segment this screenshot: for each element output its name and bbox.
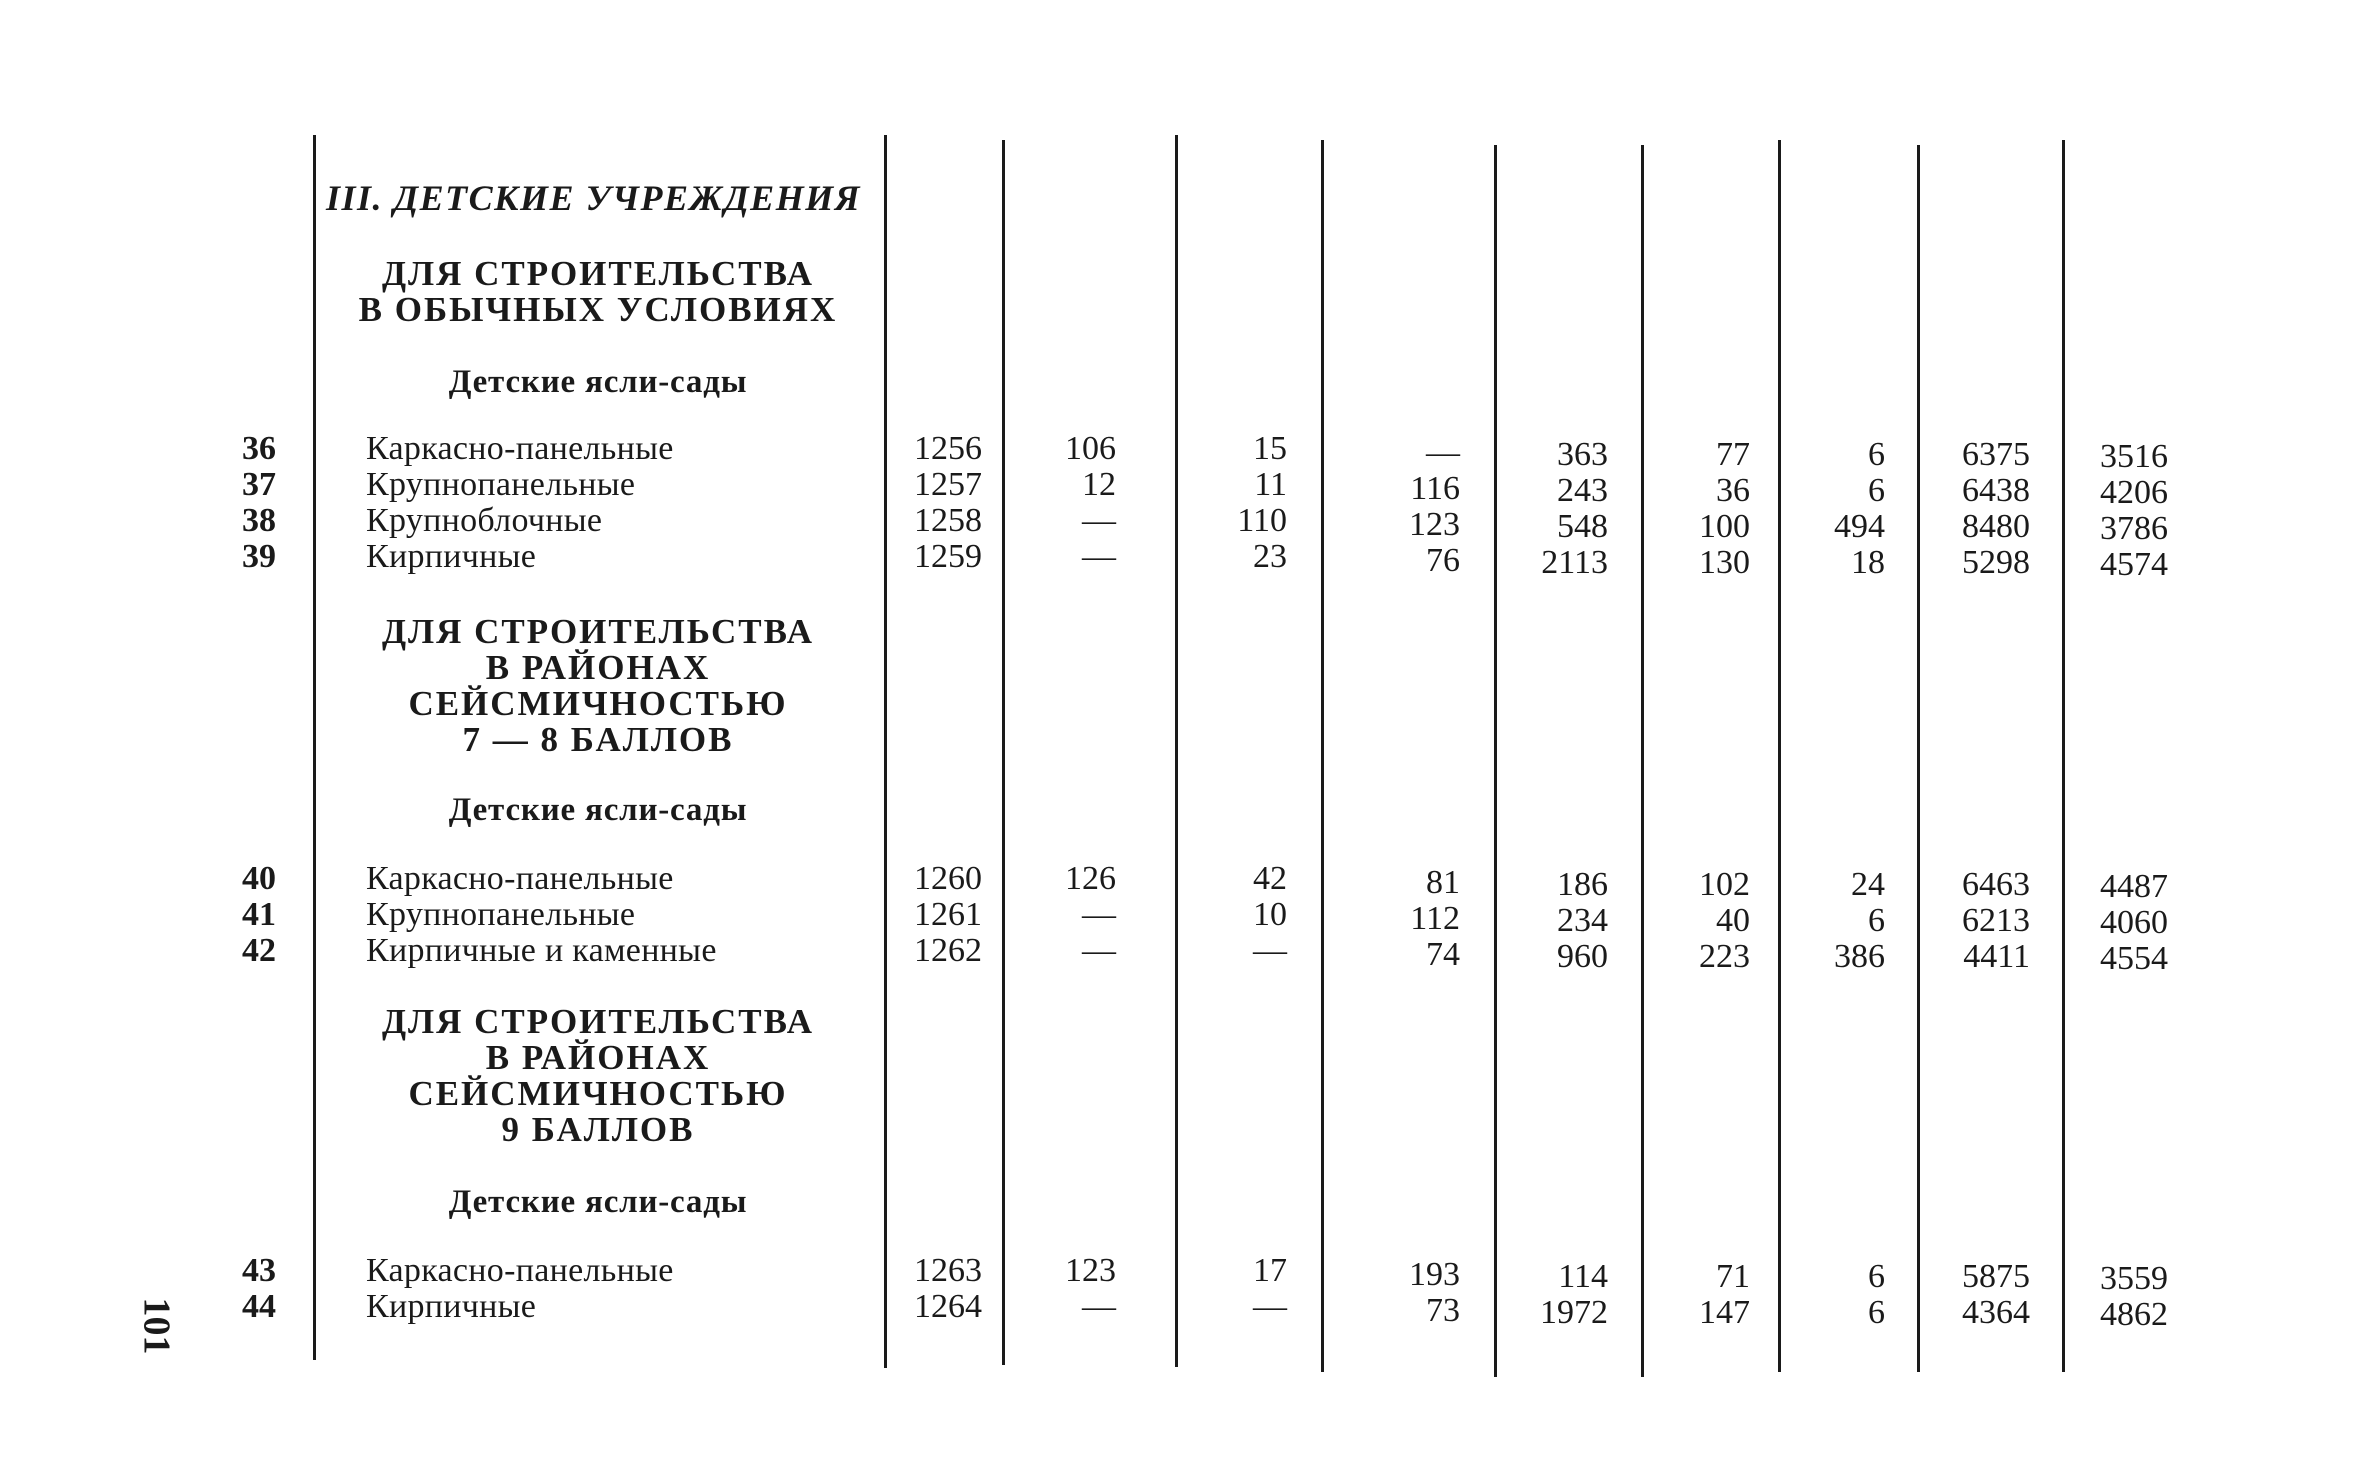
row-name: Кирпичные [366, 1288, 537, 1325]
table-cell: 42 [1253, 860, 1287, 897]
table-cell: 23 [1253, 538, 1287, 575]
table-cell: 126 [1065, 860, 1116, 897]
section-subheading: Детские ясли-сады [448, 792, 748, 828]
table-cell: 3786 [2100, 510, 2168, 547]
table-cell: 76 [1426, 542, 1460, 579]
table-cell: — [1082, 502, 1116, 539]
table-cell: 193 [1409, 1256, 1460, 1293]
table-cell: 234 [1557, 902, 1608, 939]
table-cell: 110 [1237, 502, 1287, 539]
column-rule [1778, 140, 1781, 1372]
table-cell: 100 [1699, 508, 1750, 545]
table-cell: — [1426, 434, 1460, 471]
table-cell: 1256 [914, 430, 982, 467]
section-heading-line: ДЛЯ СТРОИТЕЛЬСТВА [381, 612, 815, 651]
table-cell: 4574 [2100, 546, 2168, 583]
table-cell: 130 [1699, 544, 1750, 581]
table-cell: — [1082, 1288, 1116, 1325]
row-number: 38 [242, 502, 276, 539]
table-cell: — [1253, 932, 1287, 969]
column-rule [1494, 145, 1497, 1377]
table-cell: 1262 [914, 932, 982, 969]
table-cell: 74 [1426, 936, 1460, 973]
table-cell: 1260 [914, 860, 982, 897]
table-cell: 106 [1065, 430, 1116, 467]
table-cell: 186 [1557, 866, 1608, 903]
table-cell: 102 [1699, 866, 1750, 903]
section-heading-line: В РАЙОНАХ [485, 648, 711, 687]
table-cell: 116 [1410, 470, 1460, 507]
column-rule [1641, 145, 1644, 1377]
section-heading-line: ДЛЯ СТРОИТЕЛЬСТВА [381, 1002, 815, 1041]
table-cell: 960 [1557, 938, 1608, 975]
row-name: Каркасно-панельные [366, 430, 674, 467]
table-cell: 6 [1868, 1258, 1885, 1295]
table-cell: 6375 [1962, 436, 2030, 473]
row-name: Каркасно-панельные [366, 860, 674, 897]
table-cell: 1264 [914, 1288, 982, 1325]
column-rule [1321, 140, 1324, 1372]
table-cell: 147 [1699, 1294, 1750, 1331]
table-cell: 386 [1834, 938, 1885, 975]
section-heading-line: СЕЙСМИЧНОСТЬЮ [408, 684, 788, 723]
table-cell: 1972 [1540, 1294, 1608, 1331]
table-cell: 5875 [1962, 1258, 2030, 1295]
table-cell: 223 [1699, 938, 1750, 975]
row-number: 41 [242, 896, 276, 933]
table-cell: 18 [1851, 544, 1885, 581]
table-cell: 123 [1065, 1252, 1116, 1289]
table-cell: 4554 [2100, 940, 2168, 977]
row-name: Кирпичные и каменные [366, 932, 717, 969]
table-cell: 73 [1426, 1292, 1460, 1329]
section-heading-line: ДЛЯ СТРОИТЕЛЬСТВА [381, 254, 815, 293]
row-number: 43 [242, 1252, 276, 1289]
table-cell: 1257 [914, 466, 982, 503]
section-heading-line: В ОБЫЧНЫХ УСЛОВИЯХ [358, 290, 838, 329]
table-cell: 548 [1557, 508, 1608, 545]
column-rule [1175, 135, 1178, 1367]
section-heading-line: 9 БАЛЛОВ [501, 1110, 695, 1149]
row-number: 44 [242, 1288, 276, 1325]
table-cell: 6438 [1962, 472, 2030, 509]
row-name: Каркасно-панельные [366, 1252, 674, 1289]
table-cell: 12 [1082, 466, 1116, 503]
table-cell: — [1253, 1288, 1287, 1325]
table-cell: 8480 [1962, 508, 2030, 545]
table-cell: 77 [1716, 436, 1750, 473]
table-cell: 1259 [914, 538, 982, 575]
table-cell: 363 [1557, 436, 1608, 473]
row-name: Крупнопанельные [366, 896, 636, 933]
section-heading-line: В РАЙОНАХ [485, 1038, 711, 1077]
table-cell: 112 [1410, 900, 1460, 937]
table-cell: 81 [1426, 864, 1460, 901]
table-cell: 1263 [914, 1252, 982, 1289]
table-cell: 6463 [1962, 866, 2030, 903]
table-cell: 243 [1557, 472, 1608, 509]
table-cell: — [1082, 932, 1116, 969]
column-rule [1002, 140, 1005, 1365]
table-cell: 1258 [914, 502, 982, 539]
row-name: Кирпичные [366, 538, 537, 575]
row-number: 37 [242, 466, 276, 503]
table-cell: 114 [1558, 1258, 1608, 1295]
column-rule [884, 135, 887, 1368]
table-cell: 6 [1868, 472, 1885, 509]
row-name: Крупноблочные [366, 502, 603, 539]
table-cell: 2113 [1541, 544, 1608, 581]
table-cell: 4862 [2100, 1296, 2168, 1333]
table-cell: 71 [1716, 1258, 1750, 1295]
table-cell: 494 [1834, 508, 1885, 545]
table-cell: 5298 [1962, 544, 2030, 581]
table-cell: 6 [1868, 1294, 1885, 1331]
column-rule [313, 135, 316, 1360]
row-number: 40 [242, 860, 276, 897]
table-cell: 11 [1254, 466, 1287, 503]
table-cell: 123 [1409, 506, 1460, 543]
table-cell: 4411 [1963, 938, 2030, 975]
section-heading-line: 7 — 8 БАЛЛОВ [462, 720, 734, 759]
table-cell: 4364 [1962, 1294, 2030, 1331]
table-cell: 6 [1868, 436, 1885, 473]
table-cell: — [1082, 896, 1116, 933]
table-cell: 3516 [2100, 438, 2168, 475]
table-cell: 36 [1716, 472, 1750, 509]
table-cell: 1261 [914, 896, 982, 933]
section-heading-line: СЕЙСМИЧНОСТЬЮ [408, 1074, 788, 1113]
row-number: 42 [242, 932, 276, 969]
table-cell: 24 [1851, 866, 1885, 903]
table-cell: 10 [1253, 896, 1287, 933]
column-rule [1917, 145, 1920, 1372]
section-subheading: Детские ясли-сады [448, 1184, 748, 1220]
table-cell: 6213 [1962, 902, 2030, 939]
table-cell: 3559 [2100, 1260, 2168, 1297]
page-number: 101 [135, 1297, 178, 1355]
column-rule [2062, 140, 2065, 1372]
table-cell: — [1082, 538, 1116, 575]
table-cell: 6 [1868, 902, 1885, 939]
table-cell: 4487 [2100, 868, 2168, 905]
row-number: 39 [242, 538, 276, 575]
table-cell: 4206 [2100, 474, 2168, 511]
document-title: III. ДЕТСКИЕ УЧРЕЖДЕНИЯ [326, 178, 862, 218]
section-subheading: Детские ясли-сады [448, 364, 748, 400]
table-cell: 40 [1716, 902, 1750, 939]
table-cell: 17 [1253, 1252, 1287, 1289]
table-cell: 4060 [2100, 904, 2168, 941]
table-cell: 15 [1253, 430, 1287, 467]
row-number: 36 [242, 430, 276, 467]
row-name: Крупнопанельные [366, 466, 636, 503]
